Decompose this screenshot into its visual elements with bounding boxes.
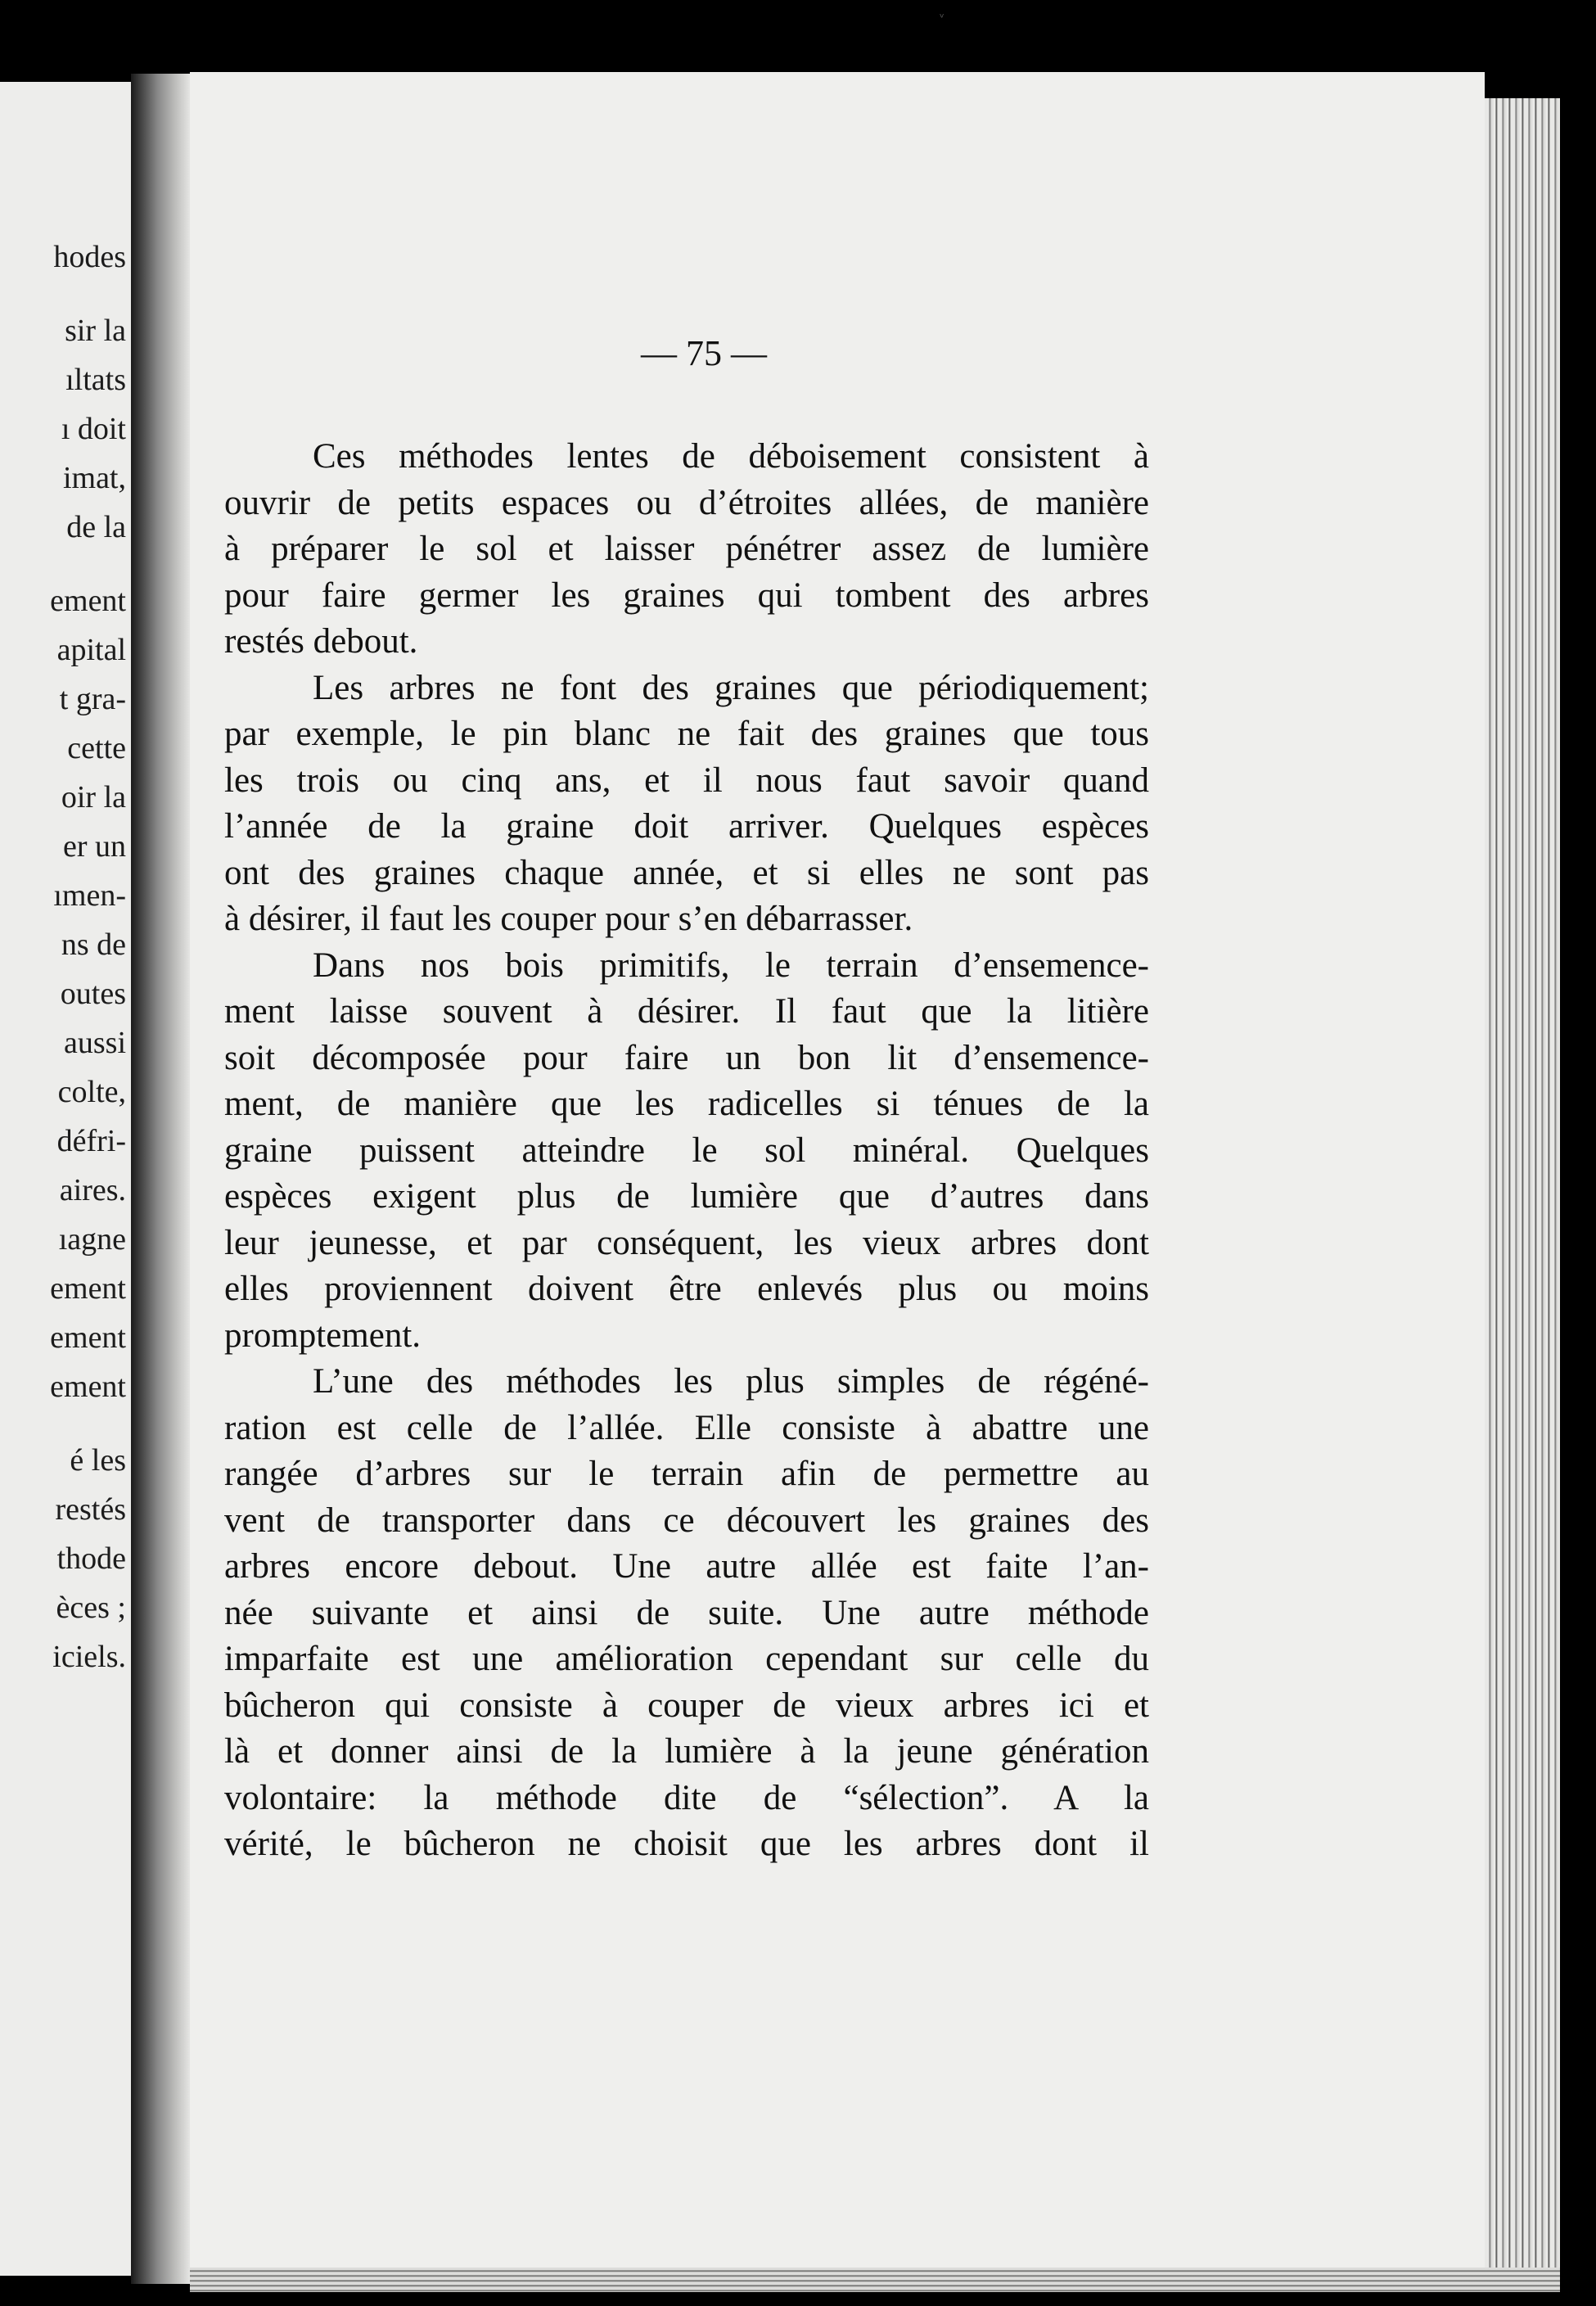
left-page-text-fragment: ement [50,584,126,618]
text-line: vérité, le bûcheron ne choisit que les arbres dont il [224,1825,1149,1863]
left-page-text-fragment: ement [50,1271,126,1306]
text-line: volontaire: la méthode dite de “sélection”. A la [224,1778,1149,1817]
left-page-text-fragment: ıagne [58,1222,126,1257]
text-line: les trois ou cinq ans, et il nous faut savoir quand [224,760,1149,800]
left-page-text-fragment: défri- [56,1124,126,1158]
text-line: imparfaite est une amélioration cependant sur celle du [224,1640,1149,1678]
text-line: née suivante et ainsi de suite. Une autre méthode [224,1593,1149,1632]
text-line: promptement. [224,1315,422,1355]
text-line: graine puissent atteindre le sol minéral. Quelques [224,1130,1149,1170]
text-line: à désirer, il faut les couper pour s’en débarrasser. [224,900,913,938]
left-page-text-fragment: colte, [57,1075,126,1109]
text-line: rangée d’arbres sur le terrain afin de permettre au [224,1455,1149,1493]
text-line: restés debout. [224,622,418,661]
text-line: là et donner ainsi de la lumière à la jeune génération [224,1732,1149,1771]
body-text [224,434,1149,1868]
left-page-text-fragment: ımen- [53,878,126,913]
text-line: L’une des méthodes les plus simples de régéné- [313,1362,1149,1401]
text-line: par exemple, le pin blanc ne fait des graines que tous [224,715,1149,753]
text-line: pour faire germer les graines qui tombent des arbres [224,575,1149,615]
left-page-text-fragment: ns de [61,927,126,962]
text-line: ration est celle de l’allée. Elle consiste à abattre une [224,1408,1149,1447]
text-line: Ces méthodes lentes de déboisement consistent à [313,437,1149,476]
text-line: à préparer le sol et laisser pénétrer assez de lumière [224,530,1149,568]
left-page-text-fragment: imat, [62,461,126,495]
left-page-text-fragment: ement [50,1370,126,1404]
text-line: leur jeunesse, et par conséquent, les vieux arbres dont [224,1223,1149,1262]
left-page-text-fragment: èces ; [56,1591,126,1625]
text-line: ment, de manière que les radicelles si ténues de la [224,1085,1149,1123]
left-page-text-fragment: ı doit [61,412,126,446]
page-fore-edge [1485,98,1560,2292]
left-page-text-fragment: er un [62,829,126,864]
text-line: arbres encore debout. Une autre allée est faite l’an- [224,1547,1149,1586]
text-line: bûcheron qui consiste à couper de vieux arbres ici et [224,1686,1149,1725]
left-page-text-fragment: aussi [64,1026,126,1060]
text-line: vent de transporter dans ce découvert les graines des [224,1500,1149,1540]
text-line: Dans nos bois primitifs, le terrain d’ensemence- [313,945,1149,985]
text-line: Les arbres ne font des graines que périodiquement; [313,668,1149,707]
text-line: soit décomposée pour faire un bon lit d’ensemence- [224,1038,1149,1077]
left-page-text-fragment: t gra- [59,682,126,716]
text-line: ont des graines chaque année, et si elles ne sont pas [224,853,1149,892]
left-page-text-fragment: thode [56,1541,126,1576]
left-page-text-fragment: oir la [61,780,126,815]
left-page-edge [0,82,131,2276]
text-line: ouvrir de petits espaces ou d’étroites allées, de manière [224,483,1149,522]
left-page-text-fragment: apital [56,633,126,667]
left-page-text-fragment: outes [60,977,126,1011]
text-line: ment laisse souvent à désirer. Il faut que la litière [224,992,1149,1031]
left-page-text-fragment: iciels. [52,1640,126,1674]
left-page-text-fragment: restés [55,1492,126,1527]
text-line: espèces exigent plus de lumière que d’autres dans [224,1177,1149,1216]
left-page-text-fragment: é les [70,1443,126,1478]
left-page-text-fragment: sir la [65,314,126,348]
left-page-text-fragment: cette [67,731,126,765]
left-page-text-fragment: ement [50,1320,126,1355]
text-line: l’année de la graine doit arriver. Quelques espèces [224,807,1149,846]
page-number: — 75 — [641,333,767,373]
left-page-text-fragment: aires. [59,1173,126,1207]
text-line: elles proviennent doivent être enlevés plus ou moins [224,1270,1149,1308]
left-page-text-fragment: de la [66,510,126,544]
left-page-text-fragment: hodes [53,240,126,274]
left-page-text-fragment: ıltats [65,363,126,397]
binding-gutter [131,74,190,2284]
page-bottom-edge [190,2268,1560,2292]
scan-mark: ᵛ [940,11,945,25]
